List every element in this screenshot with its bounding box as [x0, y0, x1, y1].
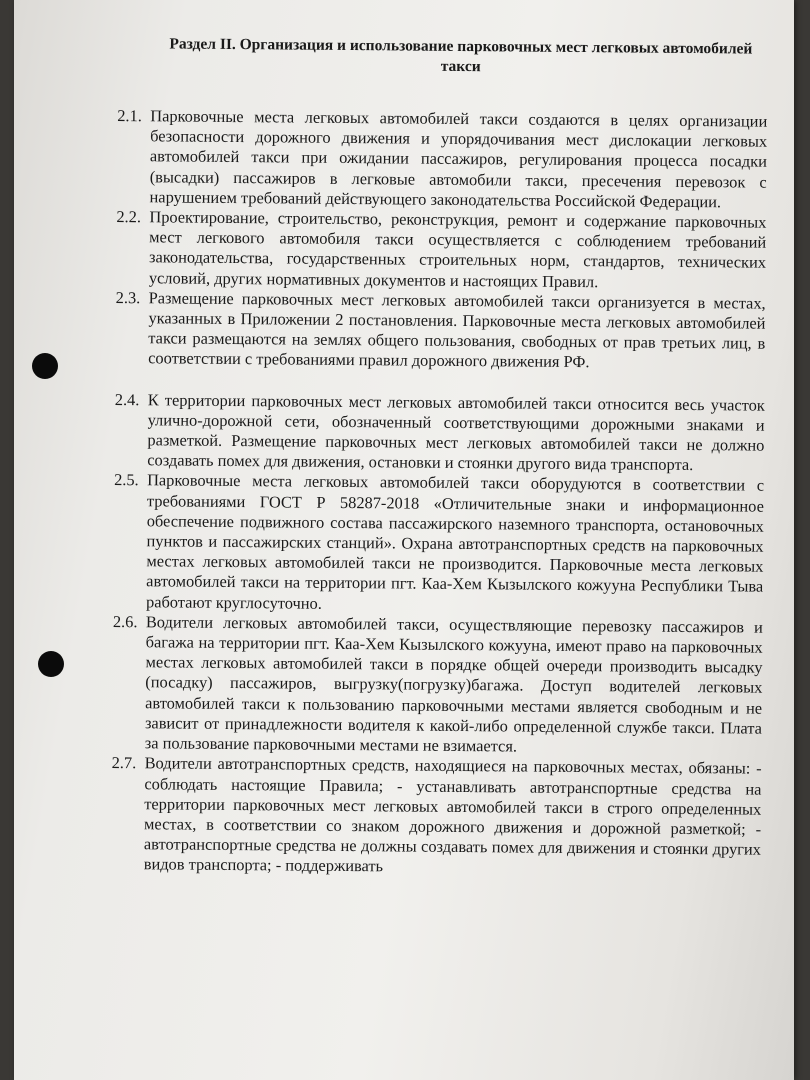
section-title: Раздел II. Организация и использование парковочных мест легковых автомобилей такси	[169, 35, 753, 76]
clause-text: Водители легковых автомобилей такси, осуществляющие перевозку пассажиров и багажа на территории пгт. Каа-Хем Кызылского кожууна, имеют право на парковочных местах легковых автомобилей такси в порядке общей очереди производить высадку (посадку) пассажиров, выгрузку(погрузку)багажа. Доступ водителей легковых автомобилей такси к пользованию парковочными местами является свободным и не зависит от принадлежности водителя к какой-либо определенной службе такси. Плата за пользование парковочными местами не взимается.	[144, 612, 763, 756]
document-page	[14, 0, 794, 1080]
clause-2-7	[111, 753, 762, 880]
clause-2-4	[114, 390, 765, 476]
clause-2-1	[116, 106, 767, 213]
clause-2-5	[113, 470, 764, 617]
clause-text: Проектирование, строительство, реконструкция, ремонт и содержание парковочных мест легкового автомобиля такси осуществляется с соблюдением требований законодательства, государственных строительных норм, стандартов, технических условий, других нормативных документов и настоящих Правил.	[148, 207, 767, 291]
document-body	[111, 34, 768, 880]
clause-number: 2.4.	[114, 389, 140, 409]
clause-number: 2.2.	[116, 207, 142, 227]
punch-hole-bottom	[38, 651, 64, 677]
punch-hole-top	[32, 353, 58, 379]
clause-text: Парковочные места легковых автомобилей такси оборудуются в соответствии с требованиями ГОСТ Р 58287-2018 «Отличительные знаки и информационное обеспечение подвижного состава пассажирского наземного транспорта, остановочных пунктов и пассажирских станций». Охрана автотранспортных средств на парковочных местах легковых автомобилей такси не производится. Парковочные места легковых автомобилей такси на территории пгт. Каа-Хем Кызылского кожууна Республики Тыва работают круглосуточно.	[145, 470, 765, 613]
clause-text: Парковочные места легковых автомобилей такси создаются в целях организации безопасности дорожного движения и упорядочивания мест дислокации легковых автомобилей такси при ожидании пассажиров, регулирования процесса посадки (высадки) пассажиров в легковые автомобили такси, пресечения перевозок с нарушением требований действующего законодательства Российской Федерации.	[149, 106, 768, 212]
clause-text: Водители автотранспортных средств, находящиеся на парковочных местах, обязаны: - соблюдать настоящие Правила; - устанавливать автотранспортные средства на территории парковочных мест легковых автомобилей такси в строго определенных местах, в соответствии со знаком дорожного движения и дорожной разметкой; - автотранспортные средства не должны создавать помех для движения и стоянки других видов транспорта; - поддерживать	[143, 753, 762, 876]
clause-2-6	[112, 612, 763, 759]
clause-2-2	[116, 207, 767, 293]
clause-number: 2.6.	[112, 611, 138, 632]
clause-text: К территории парковочных мест легковых автомобилей такси относится весь участок улично-дорожной сети, обозначенный соответствующими дорожными знаками и разметкой. Размещение парковочных мест легковых автомобилей такси не должно создавать помех для движения, остановки и стоянки другого вида транспорта.	[147, 389, 765, 475]
clause-number: 2.3.	[115, 287, 141, 308]
clause-number: 2.1.	[117, 105, 142, 126]
clause-number: 2.7.	[111, 753, 137, 773]
clause-number: 2.5.	[114, 470, 139, 490]
clause-text: Размещение парковочных мест легковых автомобилей такси организуется в местах, указанных в Приложении 2 постановления. Парковочные места легковых автомобилей такси размещаются на землях общего пользования, свободных от прав третьих лиц, в соответствии с требованиями правил дорожного движения РФ.	[148, 288, 766, 372]
clause-2-3	[115, 288, 766, 374]
